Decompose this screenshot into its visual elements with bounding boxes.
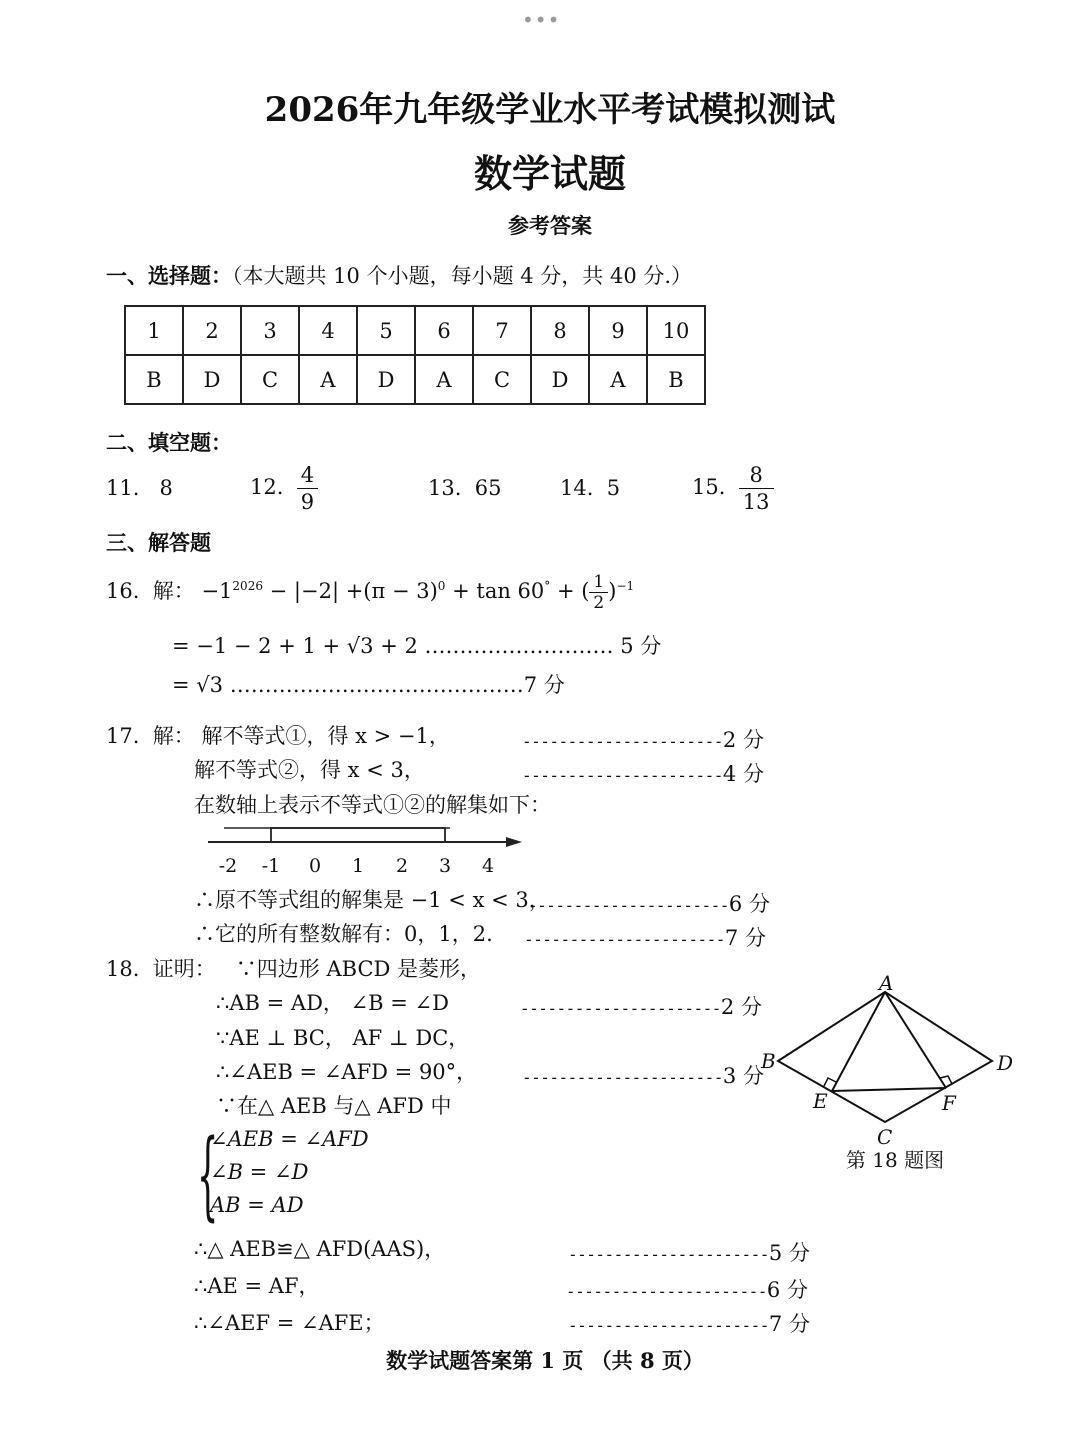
axis-arrow-icon bbox=[506, 837, 522, 847]
table-cell: 9 bbox=[589, 306, 647, 355]
q13-number: 13. bbox=[428, 476, 462, 500]
window-menu-dots-icon[interactable]: ••• bbox=[522, 8, 561, 32]
vertex-label-e: E bbox=[813, 1089, 828, 1113]
page-footer: 数学试题答案第 1 页 （共 8 页） bbox=[386, 1348, 704, 1373]
q14-number: 14. bbox=[560, 476, 594, 500]
dash-leader: ---------------------- bbox=[522, 766, 723, 785]
q17-number: 17. bbox=[106, 724, 140, 748]
q16-problem bbox=[106, 572, 634, 613]
figure-caption: 第 18 题图 bbox=[845, 1148, 945, 1172]
q17-step3: 在数轴上表示不等式①②的解集如下： bbox=[194, 793, 551, 817]
q15-answer bbox=[692, 462, 774, 515]
q17-step1: 解不等式①，得 x > −1， bbox=[201, 724, 450, 748]
q17-step2: 解不等式②，得 x < 3， bbox=[194, 758, 425, 782]
q17-step5-points bbox=[524, 922, 766, 952]
segment-ef bbox=[832, 1088, 946, 1091]
q13-value: 65 bbox=[474, 476, 502, 500]
dash-leader: ---------------------- bbox=[522, 732, 723, 751]
segment-af bbox=[885, 992, 946, 1088]
q16-expr-d: + ( bbox=[550, 579, 590, 603]
q17-step5-score: 7 分 bbox=[724, 926, 766, 950]
q18-number: 18. bbox=[106, 957, 140, 981]
q16-expr-b: − |−2| +(π − 3) bbox=[262, 579, 438, 603]
table-cell: A bbox=[415, 355, 473, 404]
system-brace-icon: { bbox=[197, 1119, 219, 1231]
q18-step5: ∵在△ AEB 与△ AFD 中 bbox=[216, 1094, 452, 1118]
q17-step4-points bbox=[528, 888, 770, 918]
section3-heading bbox=[106, 527, 211, 557]
tick-label: 4 bbox=[481, 855, 495, 877]
q16-label: 解： bbox=[152, 579, 195, 603]
q16-half-fraction bbox=[589, 572, 608, 613]
q15-fraction bbox=[739, 462, 774, 515]
q16-half-num: 1 bbox=[589, 572, 608, 593]
table-cell: 2 bbox=[183, 306, 241, 355]
dash-leader: ---------------------- bbox=[568, 1245, 769, 1264]
q17-step1-points bbox=[522, 724, 764, 754]
q17-step2-points bbox=[522, 758, 764, 788]
dash-leader: ---------------------- bbox=[520, 999, 721, 1018]
q12-number: 12. bbox=[250, 475, 284, 499]
tick-label: 0 bbox=[308, 855, 322, 877]
tick-label: 3 bbox=[438, 855, 452, 877]
vertex-label-d: D bbox=[997, 1051, 1014, 1075]
question-number-row bbox=[125, 306, 705, 355]
table-cell: 7 bbox=[473, 306, 531, 355]
q16-step2-score: 7 分 bbox=[523, 673, 565, 697]
section2-heading bbox=[106, 427, 232, 457]
solution-interval-box bbox=[271, 828, 445, 842]
dash-leader: ---------------------- bbox=[568, 1316, 769, 1335]
q13-answer bbox=[428, 476, 502, 500]
q17-line1 bbox=[106, 720, 450, 750]
q16-step2 bbox=[172, 669, 565, 699]
q18-step4-score: 3 分 bbox=[722, 1064, 764, 1088]
tick-label: -2 bbox=[218, 855, 238, 877]
q16-expr-c: + tan 60 bbox=[445, 579, 545, 603]
q18-step4-points bbox=[522, 1060, 764, 1090]
q18-step6-score: 5 分 bbox=[768, 1241, 810, 1265]
q11-answer bbox=[106, 476, 173, 500]
tick-label: -1 bbox=[261, 855, 281, 877]
q18-step7: ∴AE = AF， bbox=[194, 1274, 320, 1298]
q11-value: 8 bbox=[159, 476, 173, 500]
table-cell: A bbox=[299, 355, 357, 404]
table-cell: A bbox=[589, 355, 647, 404]
q14-answer bbox=[560, 476, 620, 500]
q18-step7-score: 6 分 bbox=[766, 1278, 808, 1302]
q16-step1-text: = −1 − 2 + 1 + √3 + 2 ……………………… bbox=[172, 634, 614, 658]
q14-value: 5 bbox=[606, 476, 621, 500]
table-cell: 3 bbox=[241, 306, 299, 355]
section3-heading-text: 三、解答题 bbox=[106, 530, 211, 555]
section1-line bbox=[106, 260, 692, 290]
q18-step8-points bbox=[568, 1308, 810, 1338]
q15-number: 15. bbox=[692, 475, 726, 499]
q18-step4: ∴∠AEB = ∠AFD = 90°， bbox=[216, 1060, 478, 1084]
q16-expr-a: −1 bbox=[201, 579, 233, 603]
dash-leader: ---------------------- bbox=[528, 896, 729, 915]
q17-step4: ∴原不等式组的解集是 −1 < x < 3， bbox=[194, 888, 550, 912]
subject-title: 数学试题 bbox=[473, 151, 626, 196]
q18-step2-score: 2 分 bbox=[720, 995, 762, 1019]
q16-sup-b: 0 bbox=[437, 579, 446, 593]
table-cell: 6 bbox=[415, 306, 473, 355]
vertex-label-a: A bbox=[879, 972, 894, 995]
q12-denominator: 9 bbox=[300, 490, 315, 514]
q18-step8: ∴∠AEF = ∠AFE； bbox=[194, 1311, 385, 1335]
table-cell: D bbox=[531, 355, 589, 404]
segment-ae bbox=[832, 992, 885, 1091]
rhombus-abcd bbox=[778, 992, 992, 1122]
q18-step6: ∴△ AEB≌△ AFD(AAS)， bbox=[194, 1237, 446, 1261]
q16-sup-e: −1 bbox=[616, 579, 635, 593]
q17-step5: ∴它的所有整数解有：0，1，2. bbox=[194, 922, 493, 946]
q15-numerator: 8 bbox=[739, 462, 774, 489]
table-cell: D bbox=[357, 355, 415, 404]
q18-system-line3: AB = AD bbox=[210, 1193, 304, 1217]
q18-step7-points bbox=[566, 1274, 808, 1304]
section1-heading: 一、选择题： bbox=[106, 263, 232, 288]
q18-step1: ∵四边形 ABCD 是菱形， bbox=[235, 957, 482, 981]
table-cell: C bbox=[241, 355, 299, 404]
choice-answer-table bbox=[124, 305, 706, 405]
q16-step2-text: = √3 …………………………………… bbox=[172, 673, 524, 697]
q11-number: 11. bbox=[106, 476, 140, 500]
q16-step1 bbox=[172, 630, 661, 660]
tick-label: 2 bbox=[395, 855, 409, 877]
q18-system-line1: ∠AEB = ∠AFD bbox=[210, 1127, 369, 1151]
q12-numerator: 4 bbox=[297, 462, 318, 489]
q16-sup-c: ° bbox=[544, 579, 551, 593]
q16-expr-e: ) bbox=[608, 579, 617, 603]
answer-key-subtitle: 参考答案 bbox=[508, 213, 592, 238]
q18-step2-points bbox=[520, 991, 762, 1021]
q16-number: 16. bbox=[106, 579, 140, 603]
dash-leader: ---------------------- bbox=[524, 930, 725, 949]
q12-fraction bbox=[297, 462, 318, 515]
q15-denominator: 13 bbox=[742, 490, 770, 514]
q18-step2: ∴AB = AD， ∠B = ∠D bbox=[216, 991, 449, 1015]
vertex-label-f: F bbox=[942, 1091, 956, 1115]
q18-line1 bbox=[106, 953, 481, 983]
q16-sup-a: 2026 bbox=[232, 579, 263, 593]
q18-step6-points bbox=[568, 1237, 810, 1267]
exam-title: 2026年九年级学业水平考试模拟测试 bbox=[264, 90, 836, 130]
table-cell: D bbox=[183, 355, 241, 404]
dash-leader: ---------------------- bbox=[522, 1068, 723, 1087]
q17-step4-score: 6 分 bbox=[728, 892, 770, 916]
table-cell: B bbox=[125, 355, 183, 404]
table-cell: B bbox=[647, 355, 705, 404]
table-cell: 1 bbox=[125, 306, 183, 355]
table-cell: 8 bbox=[531, 306, 589, 355]
table-cell: C bbox=[473, 355, 531, 404]
tick-label: 1 bbox=[351, 855, 365, 877]
q18-step3: ∵AE ⊥ BC， AF ⊥ DC， bbox=[216, 1026, 470, 1050]
q16-half-den: 2 bbox=[593, 593, 605, 613]
rhombus-figure bbox=[755, 972, 1035, 1172]
q17-step1-score: 2 分 bbox=[722, 728, 764, 752]
answer-row bbox=[125, 355, 705, 404]
table-cell: 10 bbox=[647, 306, 705, 355]
vertex-label-c: C bbox=[877, 1125, 893, 1149]
q12-answer bbox=[250, 462, 318, 515]
q17-step2-score: 4 分 bbox=[722, 762, 764, 786]
table-cell: 4 bbox=[299, 306, 357, 355]
vertex-label-b: B bbox=[761, 1049, 776, 1073]
q17-label: 解： bbox=[152, 724, 195, 748]
section1-desc: （本大题共 10 个小题，每小题 4 分，共 40 分.） bbox=[232, 264, 693, 288]
table-cell: 5 bbox=[357, 306, 415, 355]
section2-heading-text: 二、填空题： bbox=[106, 430, 232, 455]
q18-system-line2: ∠B = ∠D bbox=[210, 1160, 309, 1184]
q16-step1-score: 5 分 bbox=[620, 634, 662, 658]
dash-leader: ---------------------- bbox=[566, 1282, 767, 1301]
q18-label: 证明： bbox=[152, 957, 216, 981]
number-line-diagram bbox=[200, 818, 540, 880]
q18-step8-score: 7 分 bbox=[768, 1312, 810, 1336]
